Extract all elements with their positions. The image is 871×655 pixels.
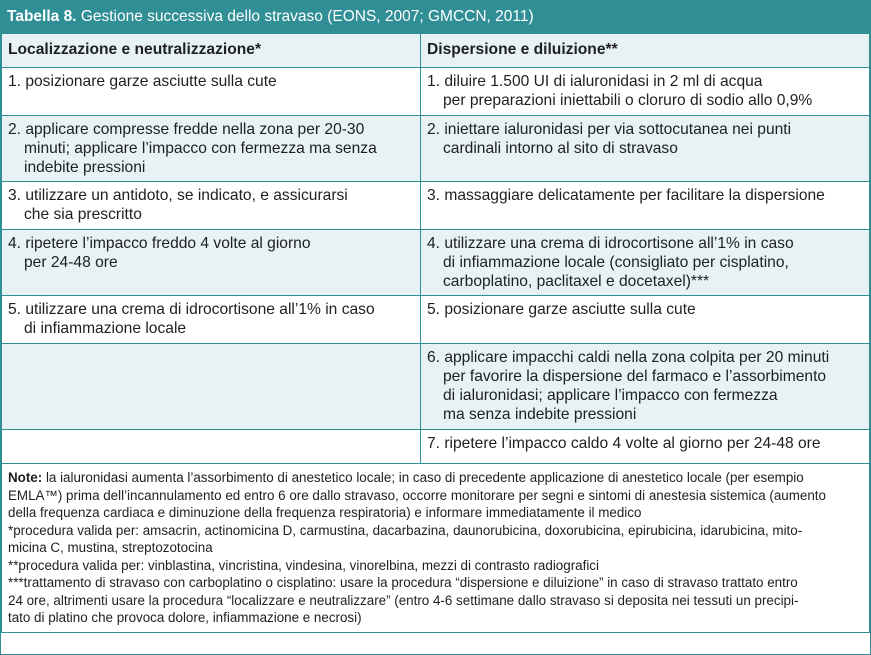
note-line-3: *procedura valida per: amsacrin, actinomicina D, carmustina, dacarbazina, daunorubicina, doxorubicina, epirubicina, idarubicina, mito- bbox=[8, 522, 803, 538]
procedure-table bbox=[1, 33, 870, 633]
cell-right bbox=[421, 116, 870, 182]
cell-right bbox=[421, 296, 870, 344]
table-title bbox=[1, 1, 870, 33]
note-line-5: **procedura valida per: vinblastina, vincristina, vindesina, vinorelbina, mezzi di contrasto radiografici bbox=[8, 557, 599, 573]
cell-right bbox=[421, 430, 870, 464]
step-continuation: che sia prescritto bbox=[24, 206, 142, 223]
table-row bbox=[2, 344, 870, 430]
note-line-0: Note: la ialuronidasi aumenta l’assorbimento di anestetico locale; in caso di precedente applicazione di anestetico locale (per esempio bbox=[8, 470, 804, 485]
table-row bbox=[2, 430, 870, 464]
cell-right bbox=[421, 230, 870, 296]
table-notes bbox=[2, 464, 870, 633]
step-continuation: per favorire la dispersione del farmaco e l’assorbimento bbox=[443, 368, 827, 385]
column-header-right: Dispersione e diluizione** bbox=[421, 34, 870, 68]
note-line-6: ***trattamento di stravaso con carboplatino o cisplatino: usare la procedura “dispersione e diluizione” in caso di stravaso trattato entro bbox=[8, 575, 798, 590]
cell-right bbox=[421, 344, 870, 430]
step-continuation: di infiammazione locale bbox=[24, 320, 187, 337]
cell-left bbox=[2, 296, 421, 344]
note-line-8: tato di platino che provoca dolore, infiammazione e necrosi) bbox=[8, 610, 362, 625]
cell-left bbox=[2, 182, 421, 230]
step-continuation: di infiammazione locale (consigliato per cisplatino, bbox=[443, 254, 789, 271]
note-line-1: EMLA™) prima dell’incannulamento ed entro 6 ore dallo stravaso, occorre monitorare per segni e sintomi di anestesia sistemica (aumento bbox=[8, 487, 826, 503]
step-continuation: cardinali intorno al sito di stravaso bbox=[443, 140, 678, 157]
step-text: 7. ripetere l’impacco caldo 4 volte al giorno per 24-48 ore bbox=[427, 435, 821, 452]
step-text: 1. posizionare garze asciutte sulla cute bbox=[8, 73, 277, 90]
step-continuation: per 24-48 ore bbox=[24, 254, 118, 271]
note-line-2: della frequenza cardiaca e diminuzione della frequenza respiratoria) e informare immediatamente il medico bbox=[8, 505, 642, 520]
step-text: 4. ripetere l’impacco freddo 4 volte al giorno bbox=[8, 235, 311, 252]
step-text: 2. applicare compresse fredde nella zona per 20-30 bbox=[8, 121, 365, 138]
step-text: 4. utilizzare una crema di idrocortisone all’1% in caso bbox=[427, 235, 794, 252]
note-line-7: 24 ore, altrimenti usare la procedura “localizzare e neutralizzare” (entro 4-6 settimane dallo stravaso si deposita nei tessuti un precipi- bbox=[8, 592, 799, 608]
step-text: 2. iniettare ialuronidasi per via sottocutanea nei punti bbox=[427, 121, 792, 138]
step-continuation: minuti; applicare l’impacco con fermezza ma senza bbox=[24, 140, 377, 157]
cell-right bbox=[421, 182, 870, 230]
table-row bbox=[2, 182, 870, 230]
cell-left bbox=[2, 116, 421, 182]
note-label: Note: bbox=[8, 470, 43, 485]
note-line-4: micina C, mustina, streptozotocina bbox=[8, 540, 213, 555]
step-text: 6. applicare impacchi caldi nella zona colpita per 20 minuti bbox=[427, 349, 830, 366]
step-text: 5. utilizzare una crema di idrocortisone all’1% in caso bbox=[8, 301, 375, 318]
step-text: 1. diluire 1.500 UI di ialuronidasi in 2 ml di acqua bbox=[427, 73, 763, 90]
table-title-text: Gestione successiva dello stravaso (EONS, 2007; GMCCN, 2011) bbox=[80, 8, 534, 25]
cell-left bbox=[2, 344, 421, 430]
table-row bbox=[2, 68, 870, 116]
cell-left bbox=[2, 230, 421, 296]
step-text: 5. posizionare garze asciutte sulla cute bbox=[427, 301, 696, 318]
step-continuation: di ialuronidasi; applicare l’impacco con fermezza bbox=[443, 387, 778, 404]
table-title-label: Tabella 8. bbox=[7, 8, 77, 25]
step-continuation: indebite pressioni bbox=[24, 159, 146, 176]
step-continuation: per preparazioni iniettabili o cloruro di sodio allo 0,9% bbox=[443, 92, 813, 109]
table-row bbox=[2, 116, 870, 182]
column-header-left: Localizzazione e neutralizzazione* bbox=[2, 34, 421, 68]
table-row bbox=[2, 230, 870, 296]
table-row bbox=[2, 296, 870, 344]
cell-left bbox=[2, 430, 421, 464]
cell-right bbox=[421, 68, 870, 116]
cell-left bbox=[2, 68, 421, 116]
step-text: 3. massaggiare delicatamente per facilitare la dispersione bbox=[427, 187, 825, 204]
table-body bbox=[2, 68, 870, 464]
step-continuation: ma senza indebite pressioni bbox=[443, 406, 637, 423]
step-continuation: carboplatino, paclitaxel e docetaxel)*** bbox=[443, 273, 710, 290]
step-text: 3. utilizzare un antidoto, se indicato, e assicurarsi bbox=[8, 187, 348, 204]
